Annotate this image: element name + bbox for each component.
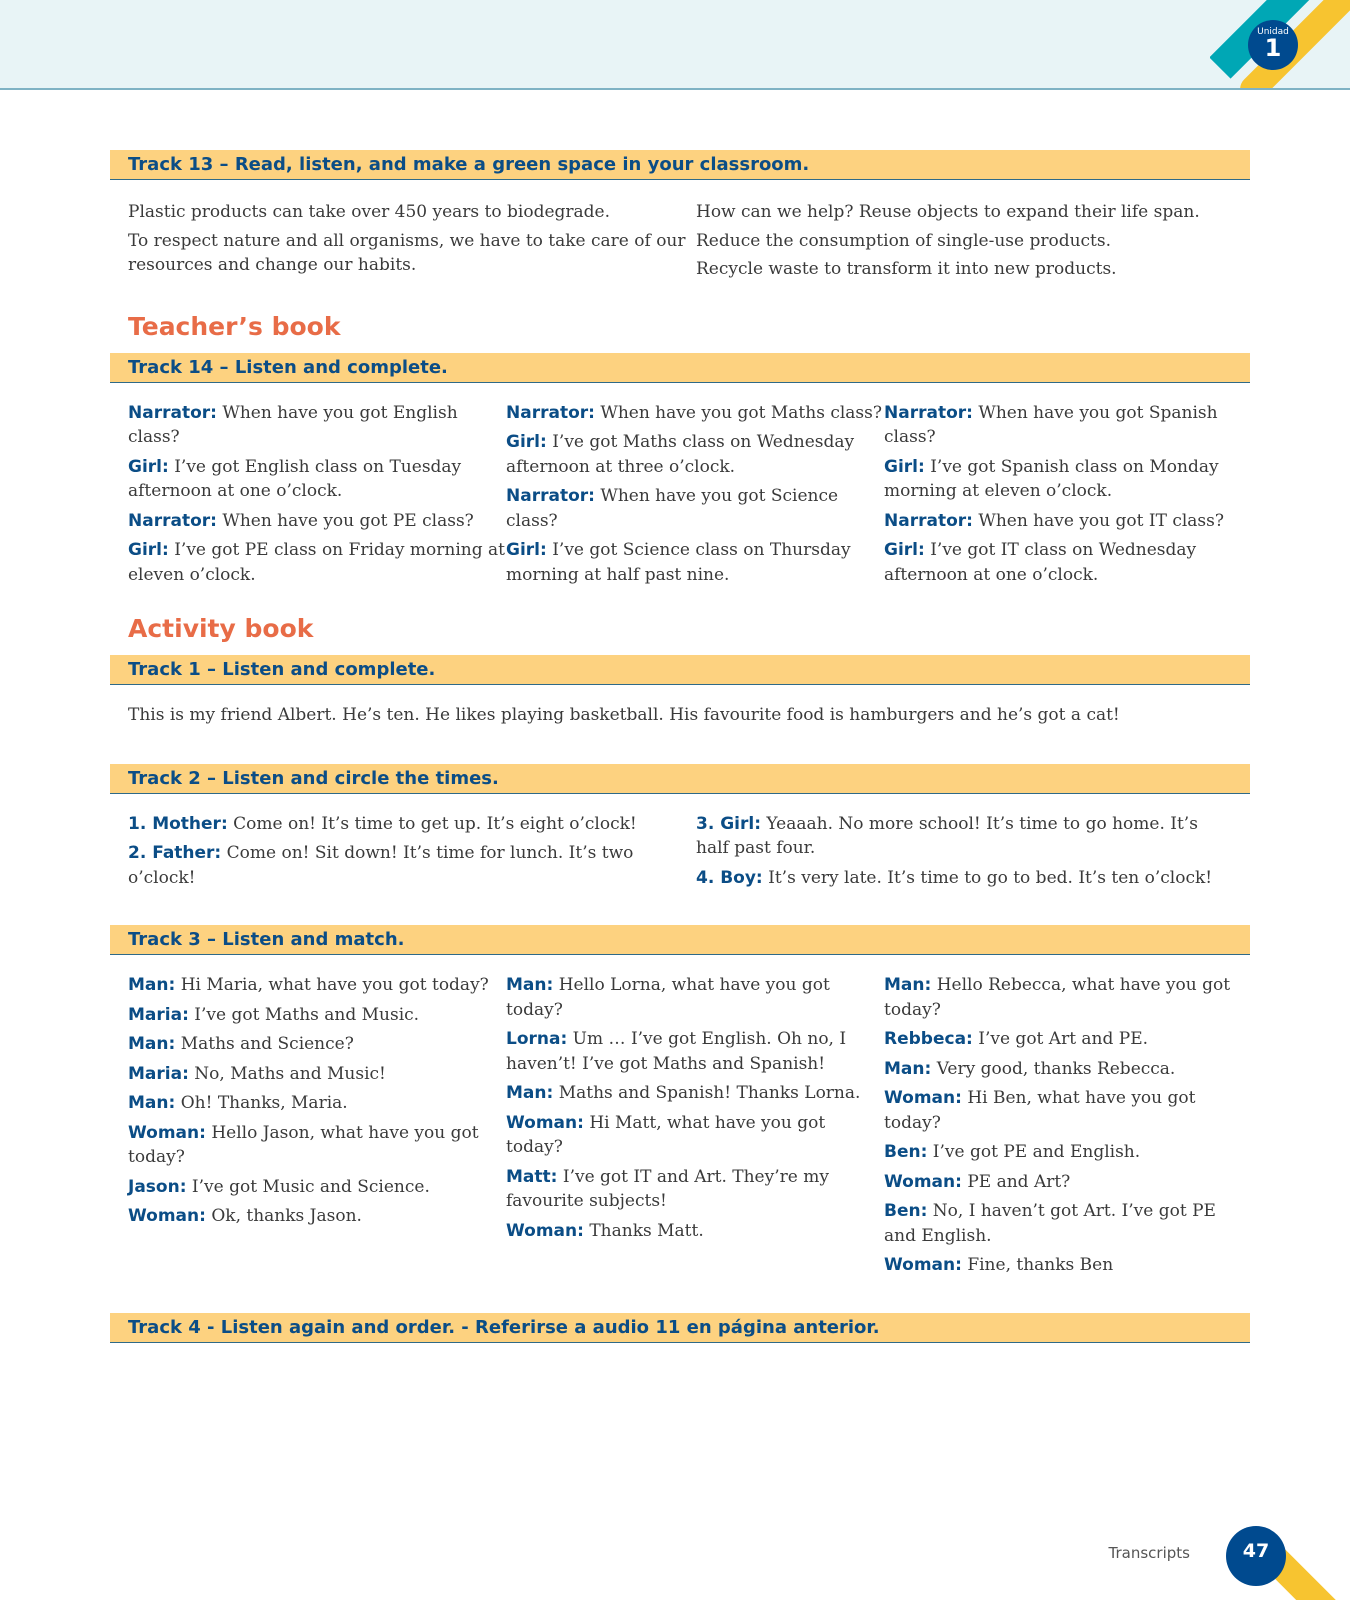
speaker-label: Girl: [128, 540, 169, 560]
dialogue-text: When have you got English class? [128, 402, 458, 447]
track1-text: This is my friend Albert. He’s ten. He likes playing basketball. His favourite food is hamburgers and he’s got a cat! [128, 705, 1120, 725]
dialogue-text: When have you got IT class? [972, 510, 1224, 531]
dialogue-text: PE and Art? [961, 1171, 1071, 1192]
speaker-label: Narrator: [506, 402, 595, 423]
dialogue-text: I’ve got Maths and Music. [188, 1004, 420, 1025]
track13-text: Plastic products can take over 450 years to biodegrade. [128, 202, 611, 222]
speaker-label: Ben: [884, 1142, 928, 1162]
dialogue-text: Hi Ben, what have you got today? [884, 1088, 1196, 1133]
dialogue-line [128, 1091, 506, 1116]
dialogue-text: Oh! Thanks, Maria. [175, 1093, 348, 1113]
speaker-label: Woman: [884, 1088, 962, 1108]
dialogue-text: I’ve got Music and Science. [186, 1176, 430, 1197]
speaker-label: Girl: [506, 540, 547, 560]
track3-column-1 [128, 973, 506, 1283]
unit-circle [1248, 20, 1298, 70]
track13-text: Recycle waste to transform it into new products. [696, 259, 1117, 279]
speaker-label: Narrator: [506, 486, 595, 506]
dialogue-text: Fine, thanks Ben [961, 1255, 1114, 1275]
dialogue-text: When have you got Science class? [506, 486, 839, 531]
speaker-label: Man: [506, 1083, 554, 1103]
dialogue-text: Hi Maria, what have you got today? [175, 975, 489, 995]
speaker-label: Matt: [506, 1166, 558, 1187]
dialogue-text: When have you got Maths class? [594, 402, 882, 423]
dialogue-line [506, 1111, 884, 1160]
page-number: 47 [1226, 1526, 1286, 1586]
speaker-label: Woman: [884, 1171, 962, 1192]
footer-label: Transcripts [1108, 1544, 1190, 1562]
dialogue-line [884, 1027, 1250, 1052]
dialogue-text: Ok, thanks Jason. [205, 1206, 362, 1226]
dialogue-text: I’ve got Art and PE. [972, 1029, 1149, 1049]
dialogue-text: Come on! It’s time to get up. It’s eight o’clock! [227, 813, 637, 834]
dialogue-line [884, 1057, 1250, 1082]
dialogue-text: I’ve got Science class on Thursday morning at half past nine. [506, 540, 851, 585]
speaker-label: Narrator: [128, 402, 217, 423]
track13-text: Reduce the consumption of single-use products. [696, 230, 1112, 251]
speaker-label: Girl: [128, 456, 169, 477]
dialogue-line [128, 538, 506, 587]
track14-column-1 [128, 401, 506, 593]
dialogue-line [128, 973, 506, 998]
speaker-label: Girl: [506, 432, 547, 452]
speaker-label: Man: [884, 975, 932, 995]
track3-body [110, 955, 1250, 1283]
track13-left-column [128, 200, 696, 282]
speaker-label: Maria: [128, 1063, 189, 1084]
speaker-label: Man: [128, 975, 176, 995]
track13-right-column [696, 200, 1236, 282]
dialogue-line [128, 1032, 506, 1057]
unit-badge [1210, 0, 1350, 88]
dialogue-line [884, 401, 1250, 450]
speaker-label: Girl: [884, 540, 925, 560]
track3-title: Track 3 – Listen and match. [110, 925, 1250, 955]
speaker-label: 2. Father: [128, 843, 222, 863]
dialogue-text: No, Maths and Music! [188, 1063, 386, 1084]
unit-number: 1 [1264, 34, 1282, 62]
speaker-label: Woman: [506, 1220, 584, 1241]
track14-body [110, 383, 1250, 593]
track1-title: Track 1 – Listen and complete. [110, 655, 1250, 685]
dialogue-text: I’ve got Spanish class on Monday morning at eleven o’clock. [884, 456, 1219, 501]
speaker-label: Jason: [128, 1176, 187, 1197]
dialogue-text: Hi Matt, what have you got today? [506, 1112, 826, 1157]
speaker-label: 4. Boy: [696, 867, 763, 888]
dialogue-line [884, 1253, 1250, 1278]
dialogue-text: Hello Lorna, what have you got today? [506, 975, 830, 1020]
dialogue-text: I’ve got Maths class on Wednesday afternoon at three o’clock. [506, 432, 855, 477]
dialogue-line [128, 509, 506, 534]
track2-title: Track 2 – Listen and circle the times. [110, 764, 1250, 794]
top-header-band [0, 0, 1350, 90]
dialogue-text: I’ve got PE class on Friday morning at eleven o’clock. [128, 540, 505, 585]
unit-label: Unidad [1257, 27, 1289, 37]
track4-title: Track 4 - Listen again and order. - Referirse a audio 11 en página anterior. [110, 1313, 1250, 1343]
dialogue-text: When have you got PE class? [216, 510, 474, 531]
dialogue-line [128, 1003, 506, 1028]
speaker-label: Rebbeca: [884, 1029, 973, 1049]
speaker-label: Man: [884, 1058, 932, 1079]
speaker-label: Woman: [884, 1255, 962, 1275]
speaker-label: Woman: [506, 1112, 584, 1133]
speaker-label: Man: [506, 975, 554, 995]
dialogue-line [506, 484, 884, 533]
track3-column-2 [506, 973, 884, 1283]
dialogue-text: Thanks Matt. [583, 1220, 704, 1241]
dialogue-text: Maths and Spanish! Thanks Lorna. [553, 1083, 861, 1103]
speaker-label: Man: [128, 1034, 176, 1054]
dialogue-text: No, I haven’t got Art. I’ve got PE and English. [884, 1201, 1216, 1246]
page-number-badge [1190, 1508, 1350, 1600]
dialogue-line [696, 812, 1236, 861]
dialogue-text: I’ve got IT and Art. They’re my favourite subjects! [506, 1166, 829, 1211]
dialogue-line [884, 1199, 1250, 1248]
dialogue-line [884, 538, 1250, 587]
speaker-label: 3. Girl: [696, 813, 761, 834]
speaker-label: Narrator: [884, 402, 973, 423]
track13-text: To respect nature and all organisms, we have to take care of our resources and change our habits. [128, 230, 686, 275]
dialogue-line [128, 841, 696, 890]
dialogue-line [128, 1204, 506, 1229]
dialogue-line [128, 1121, 506, 1170]
dialogue-line [696, 866, 1236, 891]
dialogue-line [884, 1170, 1250, 1195]
activity-book-heading: Activity book [128, 614, 314, 643]
track13-body [110, 180, 1250, 282]
dialogue-line [506, 1219, 884, 1244]
track14-column-2 [506, 401, 884, 593]
speaker-label: Maria: [128, 1004, 189, 1025]
dialogue-line [128, 455, 506, 504]
speaker-label: Narrator: [128, 510, 217, 531]
dialogue-line [506, 1027, 884, 1076]
dialogue-text: It’s very late. It’s time to go to bed. It’s ten o’clock! [762, 867, 1213, 888]
dialogue-line [506, 538, 884, 587]
speaker-label: Lorna: [506, 1029, 568, 1049]
speaker-label: Ben: [884, 1201, 928, 1221]
dialogue-line [506, 1081, 884, 1106]
track14-title: Track 14 – Listen and complete. [110, 353, 1250, 383]
dialogue-line [884, 1140, 1250, 1165]
dialogue-text: Um … I’ve got English. Oh no, I haven’t! I’ve got Maths and Spanish! [506, 1029, 847, 1074]
dialogue-text: Hello Jason, what have you got today? [128, 1122, 479, 1167]
dialogue-line [884, 973, 1250, 1022]
dialogue-text: Hello Rebecca, what have you got today? [884, 975, 1231, 1020]
dialogue-line [128, 1175, 506, 1200]
dialogue-text: Maths and Science? [175, 1034, 354, 1054]
track13-text: How can we help? Reuse objects to expand their life span. [696, 202, 1200, 222]
speaker-label: Narrator: [884, 510, 973, 531]
track3-column-3 [884, 973, 1250, 1283]
dialogue-text: I’ve got PE and English. [927, 1142, 1141, 1162]
dialogue-text: Very good, thanks Rebecca. [931, 1058, 1176, 1079]
speaker-label: 1. Mother: [128, 813, 228, 834]
dialogue-line [884, 509, 1250, 534]
speaker-label: Girl: [884, 456, 925, 477]
dialogue-line [884, 455, 1250, 504]
track2-body [110, 794, 1250, 896]
speaker-label: Woman: [128, 1206, 206, 1226]
track13-title: Track 13 – Read, listen, and make a green space in your classroom. [110, 150, 1250, 180]
speaker-label: Woman: [128, 1122, 206, 1143]
dialogue-line [506, 430, 884, 479]
track2-right-column [696, 812, 1236, 896]
dialogue-line [506, 973, 884, 1022]
dialogue-text: Come on! Sit down! It’s time for lunch. It’s two o’clock! [128, 843, 634, 888]
dialogue-line [128, 812, 696, 837]
dialogue-line [128, 1062, 506, 1087]
teachers-book-heading: Teacher’s book [128, 311, 341, 341]
dialogue-line [506, 1165, 884, 1214]
dialogue-text: When have you got Spanish class? [884, 402, 1218, 447]
page-content [110, 150, 1250, 1343]
dialogue-line [884, 1086, 1250, 1135]
dialogue-line [506, 401, 884, 426]
speaker-label: Man: [128, 1093, 176, 1113]
dialogue-text: Yeaaah. No more school! It’s time to go home. It’s half past four. [696, 813, 1198, 858]
track2-left-column [128, 812, 696, 896]
dialogue-text: I’ve got English class on Tuesday afternoon at one o’clock. [128, 456, 462, 501]
dialogue-line [128, 401, 506, 450]
track14-column-3 [884, 401, 1250, 593]
dialogue-text: I’ve got IT class on Wednesday afternoon at one o’clock. [884, 540, 1197, 585]
